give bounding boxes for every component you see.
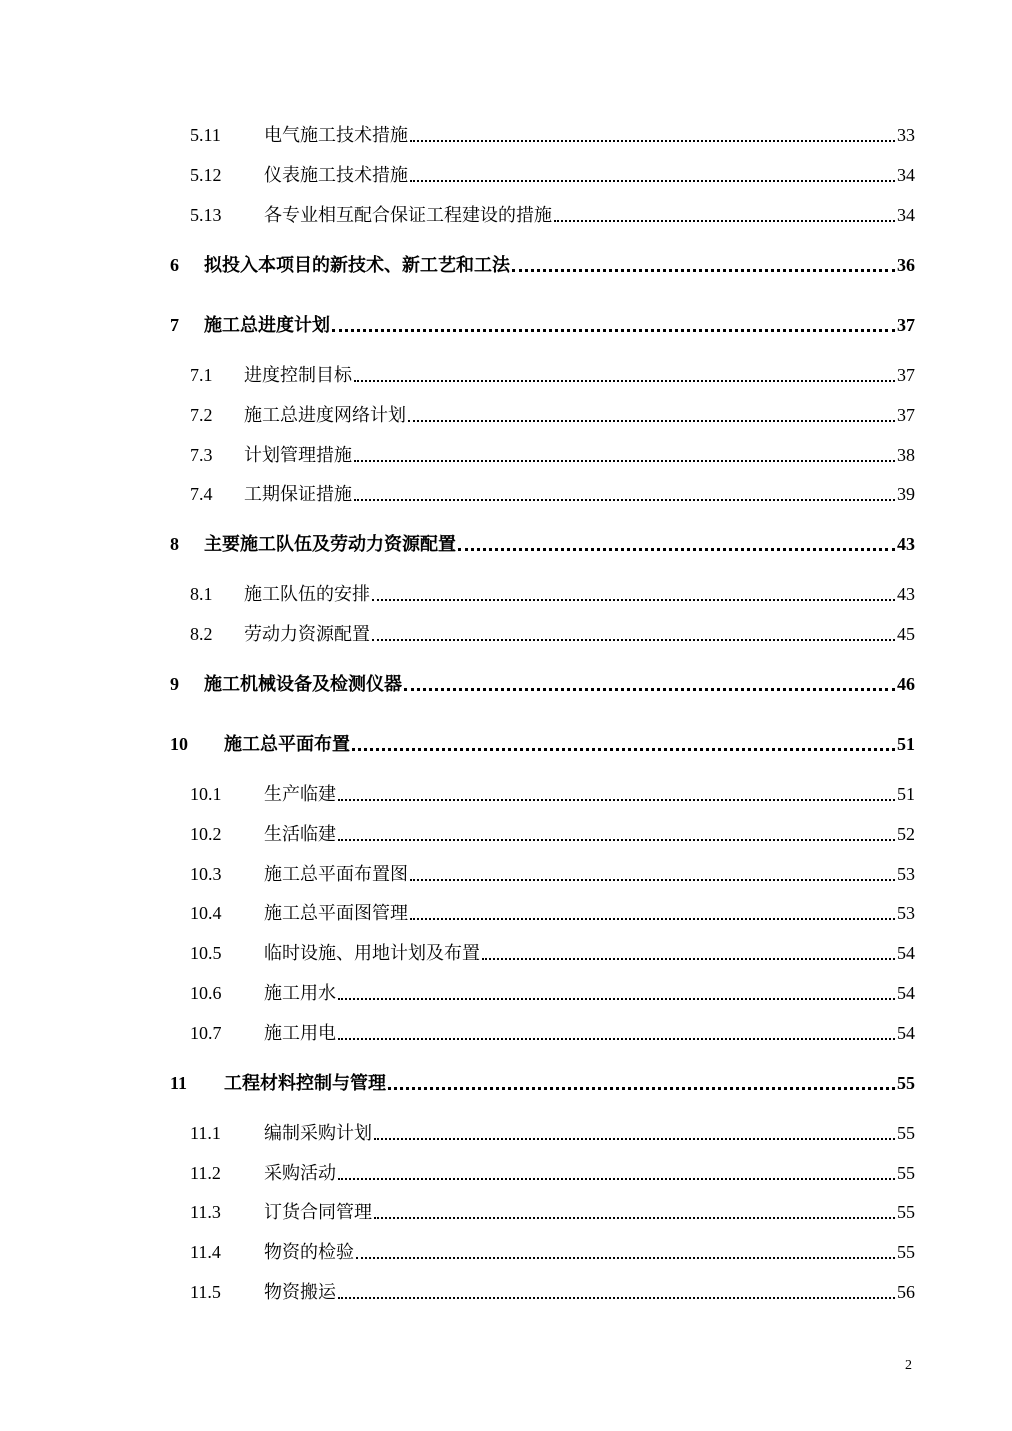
toc-entry-title: 生产临建 [264, 784, 336, 804]
toc-entry-title: 主要施工队伍及劳动力资源配置 [204, 534, 456, 554]
toc-entry[interactable] [190, 402, 915, 426]
toc-entry[interactable] [190, 202, 915, 226]
toc-entry-title: 施工队伍的安排 [244, 584, 370, 604]
toc-entry-title: 施工总平面图管理 [264, 903, 408, 923]
toc-entry-number: 10.7 [190, 1023, 222, 1043]
toc-entry-title: 编制采购计划 [264, 1123, 372, 1143]
toc-entry[interactable] [190, 861, 915, 885]
toc-entry-page: 37 [897, 365, 915, 385]
toc-entry-number: 5.11 [190, 125, 221, 145]
toc-leader-dots [338, 798, 895, 801]
toc-leader-dots [512, 268, 895, 272]
toc-entry-page: 39 [897, 484, 915, 504]
toc-entry-page: 45 [897, 624, 915, 644]
toc-entry-title: 进度控制目标 [244, 365, 352, 385]
toc-entry-number: 11.2 [190, 1163, 221, 1183]
toc-entry-title: 施工总进度网络计划 [244, 405, 406, 425]
toc-entry[interactable] [190, 362, 915, 386]
toc-entry-page: 34 [897, 205, 915, 225]
toc-entry-title: 施工机械设备及检测仪器 [204, 674, 402, 694]
toc-leader-dots [374, 1137, 895, 1140]
toc-entry-page: 54 [897, 943, 915, 963]
toc-entry-number: 7.1 [190, 365, 213, 385]
toc-chapter-entry[interactable] [170, 671, 915, 695]
toc-leader-dots [338, 838, 895, 841]
toc-leader-dots [404, 687, 895, 691]
toc-entry-title: 施工总平面布置 [224, 734, 350, 754]
toc-entry-number: 10.2 [190, 824, 222, 844]
toc-entry[interactable] [190, 1020, 915, 1044]
toc-entry-title: 施工总平面布置图 [264, 864, 408, 884]
toc-entry-page: 54 [897, 1023, 915, 1043]
toc-entry[interactable] [190, 781, 915, 805]
toc-entry-number: 11.4 [190, 1242, 221, 1262]
toc-entry-number: 8.1 [190, 584, 213, 604]
toc-entry[interactable] [190, 940, 915, 964]
toc-leader-dots [410, 179, 895, 182]
toc-entry-number: 7 [170, 315, 179, 335]
toc-entry-page: 34 [897, 165, 915, 185]
toc-entry-title: 采购活动 [264, 1163, 336, 1183]
toc-chapter-entry[interactable] [170, 531, 915, 555]
toc-entry-number: 11.1 [190, 1123, 221, 1143]
toc-entry-page: 55 [897, 1202, 915, 1222]
toc-entry-title: 仪表施工技术措施 [264, 165, 408, 185]
toc-entry-title: 物资搬运 [264, 1282, 336, 1302]
toc-entry-page: 55 [897, 1123, 915, 1143]
toc-leader-dots [354, 379, 895, 382]
toc-chapter-entry[interactable] [170, 1070, 915, 1094]
toc-entry-number: 11.3 [190, 1202, 221, 1222]
toc-entry-page: 56 [897, 1282, 915, 1302]
toc-entry-number: 7.2 [190, 405, 213, 425]
toc-entry[interactable] [190, 581, 915, 605]
toc-leader-dots [374, 1216, 895, 1219]
toc-entry-title: 工程材料控制与管理 [224, 1073, 386, 1093]
toc-entry-title: 各专业相互配合保证工程建设的措施 [264, 205, 552, 225]
toc-leader-dots [482, 957, 895, 960]
toc-leader-dots [338, 997, 895, 1000]
toc-entry-title: 工期保证措施 [244, 484, 352, 504]
toc-entry[interactable] [190, 821, 915, 845]
toc-leader-dots [354, 498, 895, 501]
toc-leader-dots [410, 139, 895, 142]
toc-entry-number: 10.6 [190, 983, 222, 1003]
toc-entry-title: 电气施工技术措施 [264, 125, 408, 145]
toc-entry-title: 施工总进度计划 [204, 315, 330, 335]
toc-entry-number: 10.5 [190, 943, 222, 963]
toc-entry-title: 订货合同管理 [264, 1202, 372, 1222]
toc-chapter-entry[interactable] [170, 312, 915, 336]
toc-leader-dots [332, 328, 895, 332]
toc-entry-page: 52 [897, 824, 915, 844]
toc-entry-title: 临时设施、用地计划及布置 [264, 943, 480, 963]
toc-entry-page: 51 [897, 734, 915, 754]
toc-entry-page: 37 [897, 315, 915, 335]
toc-entry-title: 劳动力资源配置 [244, 624, 370, 644]
toc-entry-page: 55 [897, 1163, 915, 1183]
toc-entry-number: 8 [170, 534, 179, 554]
toc-entry-number: 10.4 [190, 903, 222, 923]
toc-entry-page: 46 [897, 674, 915, 694]
toc-entry-number: 8.2 [190, 624, 213, 644]
toc-entry[interactable] [190, 122, 915, 146]
toc-entry-title: 物资的检验 [264, 1242, 354, 1262]
toc-entry[interactable] [190, 1199, 915, 1223]
toc-entry-title: 施工用水 [264, 983, 336, 1003]
toc-leader-dots [352, 747, 895, 751]
toc-entry-number: 11.5 [190, 1282, 221, 1302]
toc-entry-number: 10 [170, 734, 188, 754]
toc-leader-dots [408, 419, 895, 422]
toc-entry[interactable] [190, 980, 915, 1004]
toc-entry-title: 计划管理措施 [244, 445, 352, 465]
toc-leader-dots [554, 219, 895, 222]
toc-leader-dots [354, 459, 895, 462]
toc-entry-page: 38 [897, 445, 915, 465]
toc-entry-number: 10.1 [190, 784, 222, 804]
toc-entry-page: 43 [897, 534, 915, 554]
toc-entry-page: 36 [897, 255, 915, 275]
toc-entry[interactable] [190, 442, 915, 466]
toc-chapter-entry[interactable] [170, 252, 915, 276]
toc-entry-page: 37 [897, 405, 915, 425]
toc-entry[interactable] [190, 900, 915, 924]
toc-entry[interactable] [190, 481, 915, 505]
toc-leader-dots [410, 917, 895, 920]
toc-entry-number: 7.4 [190, 484, 213, 504]
page-number: 2 [905, 1358, 912, 1373]
toc-leader-dots [372, 638, 895, 641]
toc-entry-page: 51 [897, 784, 915, 804]
toc-leader-dots [410, 878, 895, 881]
toc-entry-page: 33 [897, 125, 915, 145]
toc-entry-number: 11 [170, 1073, 188, 1093]
toc-leader-dots [356, 1256, 895, 1259]
toc-entry-number: 5.12 [190, 165, 222, 185]
toc-entry-number: 10.3 [190, 864, 222, 884]
toc-leader-dots [388, 1086, 895, 1090]
toc-entry[interactable] [190, 1239, 915, 1263]
toc-entry[interactable] [190, 621, 915, 645]
toc-leader-dots [458, 547, 895, 551]
toc-entry[interactable] [190, 1279, 915, 1303]
toc-entry-title: 拟投入本项目的新技术、新工艺和工法 [204, 255, 510, 275]
toc-entry-page: 53 [897, 864, 915, 884]
toc-leader-dots [338, 1037, 895, 1040]
toc-entry[interactable] [190, 162, 915, 186]
toc-entry[interactable] [190, 1160, 915, 1184]
toc-leader-dots [338, 1296, 895, 1299]
toc-leader-dots [372, 598, 895, 601]
toc-entry-page: 54 [897, 983, 915, 1003]
toc-chapter-entry[interactable] [170, 731, 915, 755]
toc-leader-dots [338, 1177, 895, 1180]
toc-entry[interactable] [190, 1120, 915, 1144]
toc-entry-page: 43 [897, 584, 915, 604]
toc-entry-number: 5.13 [190, 205, 222, 225]
toc-entry-title: 生活临建 [264, 824, 336, 844]
toc-entry-number: 6 [170, 255, 179, 275]
toc-entry-title: 施工用电 [264, 1023, 336, 1043]
toc-entry-number: 7.3 [190, 445, 213, 465]
toc-entry-page: 55 [897, 1242, 915, 1262]
toc-entry-page: 55 [897, 1073, 915, 1093]
toc-entry-page: 53 [897, 903, 915, 923]
toc-entry-number: 9 [170, 674, 179, 694]
